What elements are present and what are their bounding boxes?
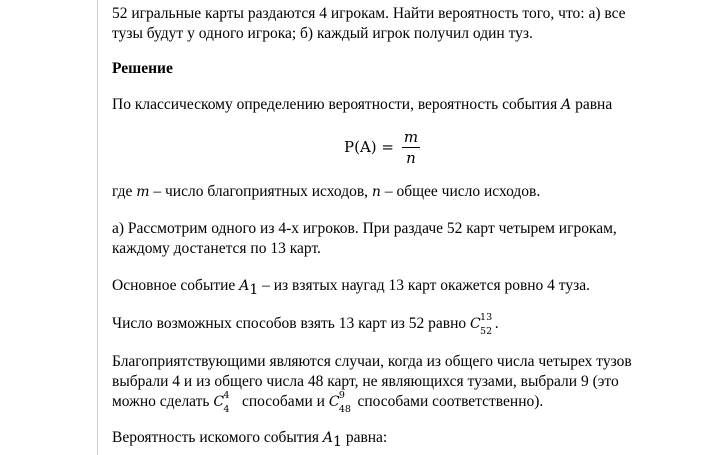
intro-suffix: равна: [571, 96, 613, 113]
part-a-line-2: каждому достанется по 13 карт.: [112, 240, 321, 257]
possible-ways-paragraph: [112, 312, 682, 337]
formula-fraction: [402, 128, 420, 167]
combination-4-4: [213, 390, 238, 415]
favorable-line3-suffix: способами соответственно).: [353, 393, 544, 410]
formula-denominator: n: [406, 149, 416, 167]
main-event-suffix: – из взятых наугад 13 карт окажется ровно 4 туза.: [258, 277, 591, 294]
favorable-line-1: Благоприятствующими являются случаи, когда из общего числа четырех тузов: [112, 353, 632, 370]
combination-superscript: 13: [480, 312, 493, 323]
where-paragraph: [112, 182, 682, 202]
possible-suffix: .: [494, 315, 499, 332]
probability-suffix: равна:: [341, 429, 388, 446]
formula-lhs: P(A) =: [344, 138, 394, 156]
main-event-prefix: Основное событие: [112, 277, 240, 294]
formula-numerator: m: [403, 128, 419, 146]
favorable-line3-prefix: можно сделать: [112, 393, 214, 410]
favorable-line-2: выбрали 4 и из общего числа 48 карт, не являющихся тузами, выбрали 9 (это: [112, 373, 619, 390]
favorable-line3-mid: способами и: [238, 393, 329, 410]
where-part2: – общее число исходов.: [380, 183, 541, 200]
combination-letter: C: [328, 394, 340, 410]
where-m-symbol: m: [136, 184, 150, 200]
combination-52-13: [470, 312, 495, 337]
page-margin-line: [97, 0, 98, 455]
where-part1: – число благоприятных исходов,: [149, 183, 372, 200]
combination-subscript: 48: [338, 404, 351, 415]
main-event-symbol: A: [239, 278, 250, 294]
solution-heading: Решение: [112, 60, 173, 77]
favorable-line-3: [112, 390, 682, 415]
problem-line-2: тузы будут у одного игрока; б) каждый игрок получил один туз.: [112, 25, 533, 42]
combination-subscript: 4: [223, 404, 230, 415]
combination-superscript: 4: [223, 390, 230, 401]
intro-paragraph: [112, 95, 682, 115]
probability-prefix: Вероятность искомого события: [112, 429, 323, 446]
probability-paragraph: [112, 428, 682, 451]
main-event-subscript: 1: [249, 282, 259, 299]
probability-event-subscript: 1: [333, 434, 342, 451]
combination-letter: C: [213, 394, 225, 410]
combination-superscript: 9: [338, 390, 345, 401]
where-n-symbol: n: [371, 184, 381, 200]
probability-event-symbol: A: [322, 430, 334, 446]
main-event-paragraph: [112, 276, 682, 299]
problem-line-1: 52 игральные карты раздаются 4 игрокам. Найти вероятность того, что: а) все: [112, 5, 626, 22]
possible-prefix: Число возможных способов взять 13 карт из 52 равно: [112, 315, 471, 332]
fraction-bar: [402, 147, 420, 148]
intro-text: По классическому определению вероятности, вероятность события: [112, 96, 562, 113]
combination-48-9: [328, 390, 354, 415]
where-prefix: где: [112, 183, 137, 200]
probability-formula: [344, 128, 464, 168]
part-a-line-1: а) Рассмотрим одного из 4-х игроков. При раздаче 52 карт четырем игрокам,: [112, 220, 617, 237]
combination-subscript: 52: [480, 326, 493, 337]
combination-letter: C: [470, 316, 481, 332]
intro-event-symbol: A: [561, 97, 572, 113]
